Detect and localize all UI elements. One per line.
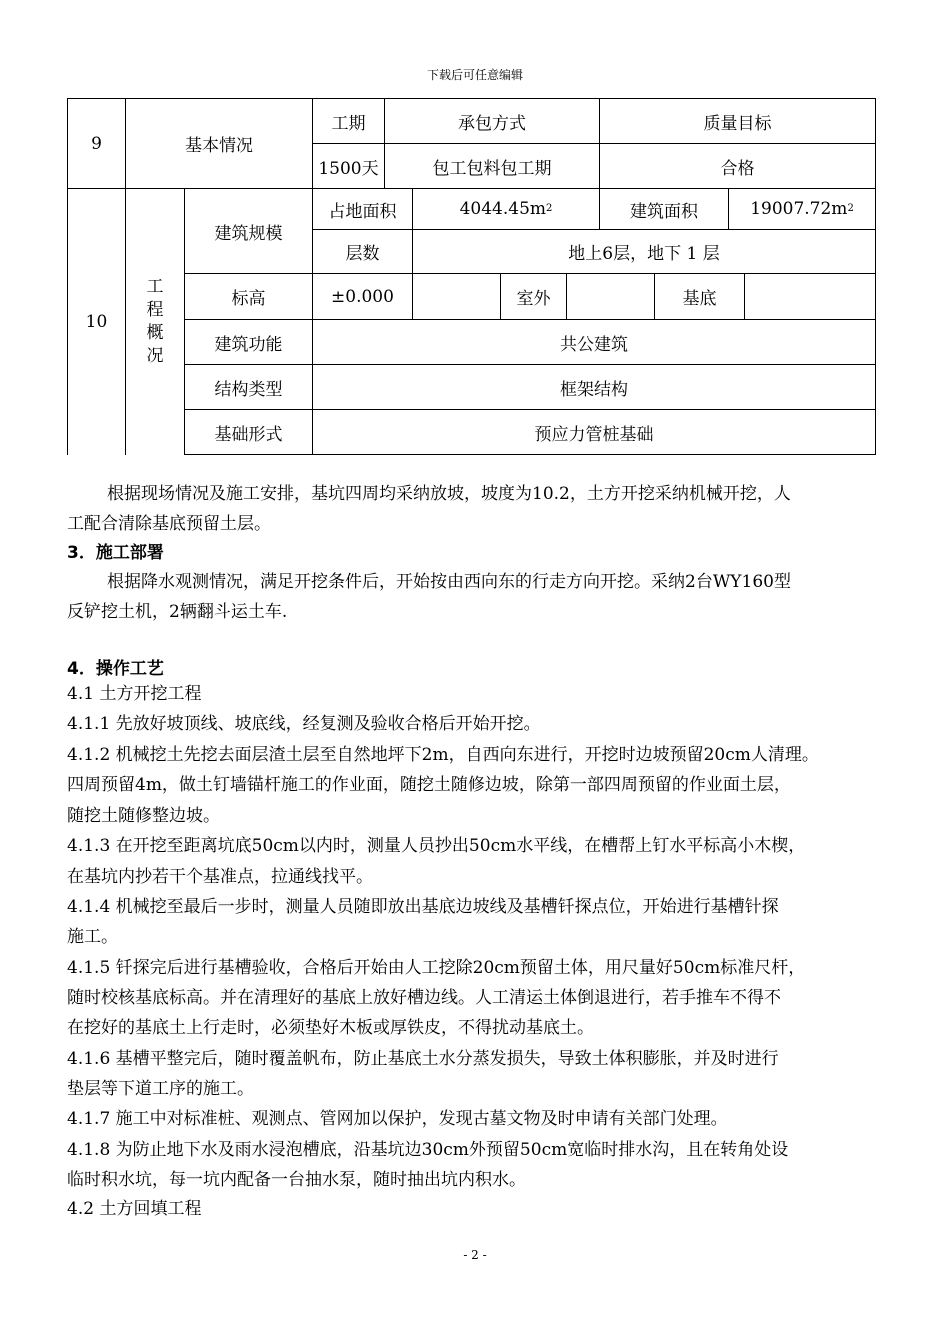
page-header: 下载后可任意编辑 — [426, 68, 523, 82]
page-number: - 2 - — [463, 1248, 487, 1262]
label-char: 况 — [146, 346, 164, 366]
paragraph-line: 垫层等下道工序的施工。 — [67, 1079, 254, 1099]
paragraph-line: 工配合清除基底预留土层。 — [67, 514, 271, 534]
paragraph-line: 4.1.6 基槽平整完后，随时覆盖帆布，防止基底土水分蒸发损失，导致土体积膨胀，并及时进行 — [67, 1049, 779, 1069]
row-number: 10 — [85, 312, 108, 332]
paragraph-line: 四周预留4m，做土钉墙锚杆施工的作业面，随挖土随修边坡，除第一部四周预留的作业面土层， — [67, 775, 791, 795]
table-line — [184, 454, 876, 455]
row-number: 9 — [91, 133, 102, 154]
paragraph-line: 在挖好的基底土上行走时，必须垫好木板或厚铁皮，不得扰动基底土。 — [67, 1018, 594, 1038]
structure-value: 框架结构 — [560, 379, 628, 400]
elevation-value: ±0.000 — [331, 286, 394, 307]
scale-label: 建筑规模 — [214, 223, 283, 244]
label-char: 概 — [146, 323, 164, 343]
outdoor-label: 室外 — [516, 289, 551, 309]
floors-label: 层数 — [345, 244, 380, 264]
contract-value: 包工包料包工期 — [432, 158, 552, 179]
quality-value: 合格 — [720, 158, 755, 179]
paragraph-line: 临时积水坑，每一坑内配备一台抽水泵，随时抽出坑内积水。 — [67, 1170, 526, 1190]
structure-label: 结构类型 — [214, 379, 283, 400]
paragraph-line: 4.1.8 为防止地下水及雨水浸泡槽底，沿基坑边30cm外预留50cm宽临时排水沟，且在转角处设 — [67, 1140, 789, 1160]
label-char: 工 — [146, 277, 164, 297]
subsection-heading: 4.1 土方开挖工程 — [67, 684, 202, 704]
paragraph-line: 根据现场情况及施工安排，基坑四周均采纳放坡，坡度为10.2，土方开挖采纳机械开挖，人 — [107, 484, 791, 504]
paragraph-line: 随时校核基底标高。并在清理好的基底上放好槽边线。人工清运土体倒退进行，若手推车不得不 — [67, 988, 781, 1008]
function-label: 建筑功能 — [214, 334, 283, 355]
function-value: 共公建筑 — [560, 334, 628, 355]
paragraph-line: 4.1.5 钎探完后进行基槽验收，合格后开始由人工挖除20cm预留土体，用尺量好50cm标准尺杆， — [67, 958, 806, 978]
paragraph-line: 反铲挖土机，2辆翻斗运土车. — [67, 602, 288, 622]
paragraph-line: 4.1.4 机械挖至最后一步时，测量人员随即放出基底边坡线及基槽钎探点位，开始进行基槽针探 — [67, 897, 779, 917]
section-heading: 4．操作工艺 — [67, 659, 164, 679]
period-value: 1500天 — [318, 158, 379, 179]
table-line — [566, 273, 567, 319]
land-area-label: 占地面积 — [328, 201, 397, 222]
period-header: 工期 — [331, 113, 366, 134]
quality-header: 质量目标 — [703, 113, 772, 134]
paragraph-line: 施工。 — [67, 927, 118, 947]
row-label: 基本情况 — [185, 136, 253, 156]
paragraph-line: 4.1.3 在开挖至距离坑底50cm以内时，测量人员抄出50cm水平线，在槽帮上钉水平标高小木楔， — [67, 836, 806, 856]
floors-value: 地上6层，地下 1 层 — [568, 244, 720, 264]
label-char: 程 — [146, 300, 164, 320]
table-line — [744, 273, 745, 319]
subsection-heading: 4.2 土方回填工程 — [67, 1199, 202, 1219]
row-label-vertical — [126, 189, 184, 455]
paragraph-line: 根据降水观测情况，满足开挖条件后，开始按由西向东的行走方向开挖。采纳2台WY160型 — [107, 572, 791, 592]
base-label: 基底 — [682, 289, 717, 309]
elevation-label: 标高 — [231, 289, 266, 309]
land-area-number: 4044.45m — [459, 199, 547, 219]
paragraph-line: 4.1.1 先放好坡顶线、坡底线，经复测及验收合格后开始开挖。 — [67, 714, 541, 734]
build-area-number: 19007.72m — [750, 199, 848, 219]
section-heading: 3．施工部署 — [67, 543, 164, 563]
contract-header: 承包方式 — [458, 113, 526, 134]
paragraph-line: 4.1.7 施工中对标准桩、观测点、管网加以保护，发现古墓文物及时申请有关部门处理。 — [67, 1109, 728, 1129]
table-line — [875, 98, 876, 455]
foundation-label: 基础形式 — [214, 424, 283, 445]
land-area-value: 4044.45m 2 — [459, 199, 553, 219]
paragraph-line: 随挖土随修整边坡。 — [67, 806, 220, 826]
build-area-label: 建筑面积 — [630, 201, 698, 222]
foundation-value: 预应力管桩基础 — [534, 424, 654, 445]
paragraph-line: 在基坑内抄若干个基准点，拉通线找平。 — [67, 867, 373, 887]
build-area-value: 19007.72m 2 — [750, 199, 854, 219]
paragraph-line: 4.1.2 机械挖土先挖去面层渣土层至自然地坪下2m，自西向东进行，开挖时边坡预留20cm人清理。 — [67, 745, 819, 765]
